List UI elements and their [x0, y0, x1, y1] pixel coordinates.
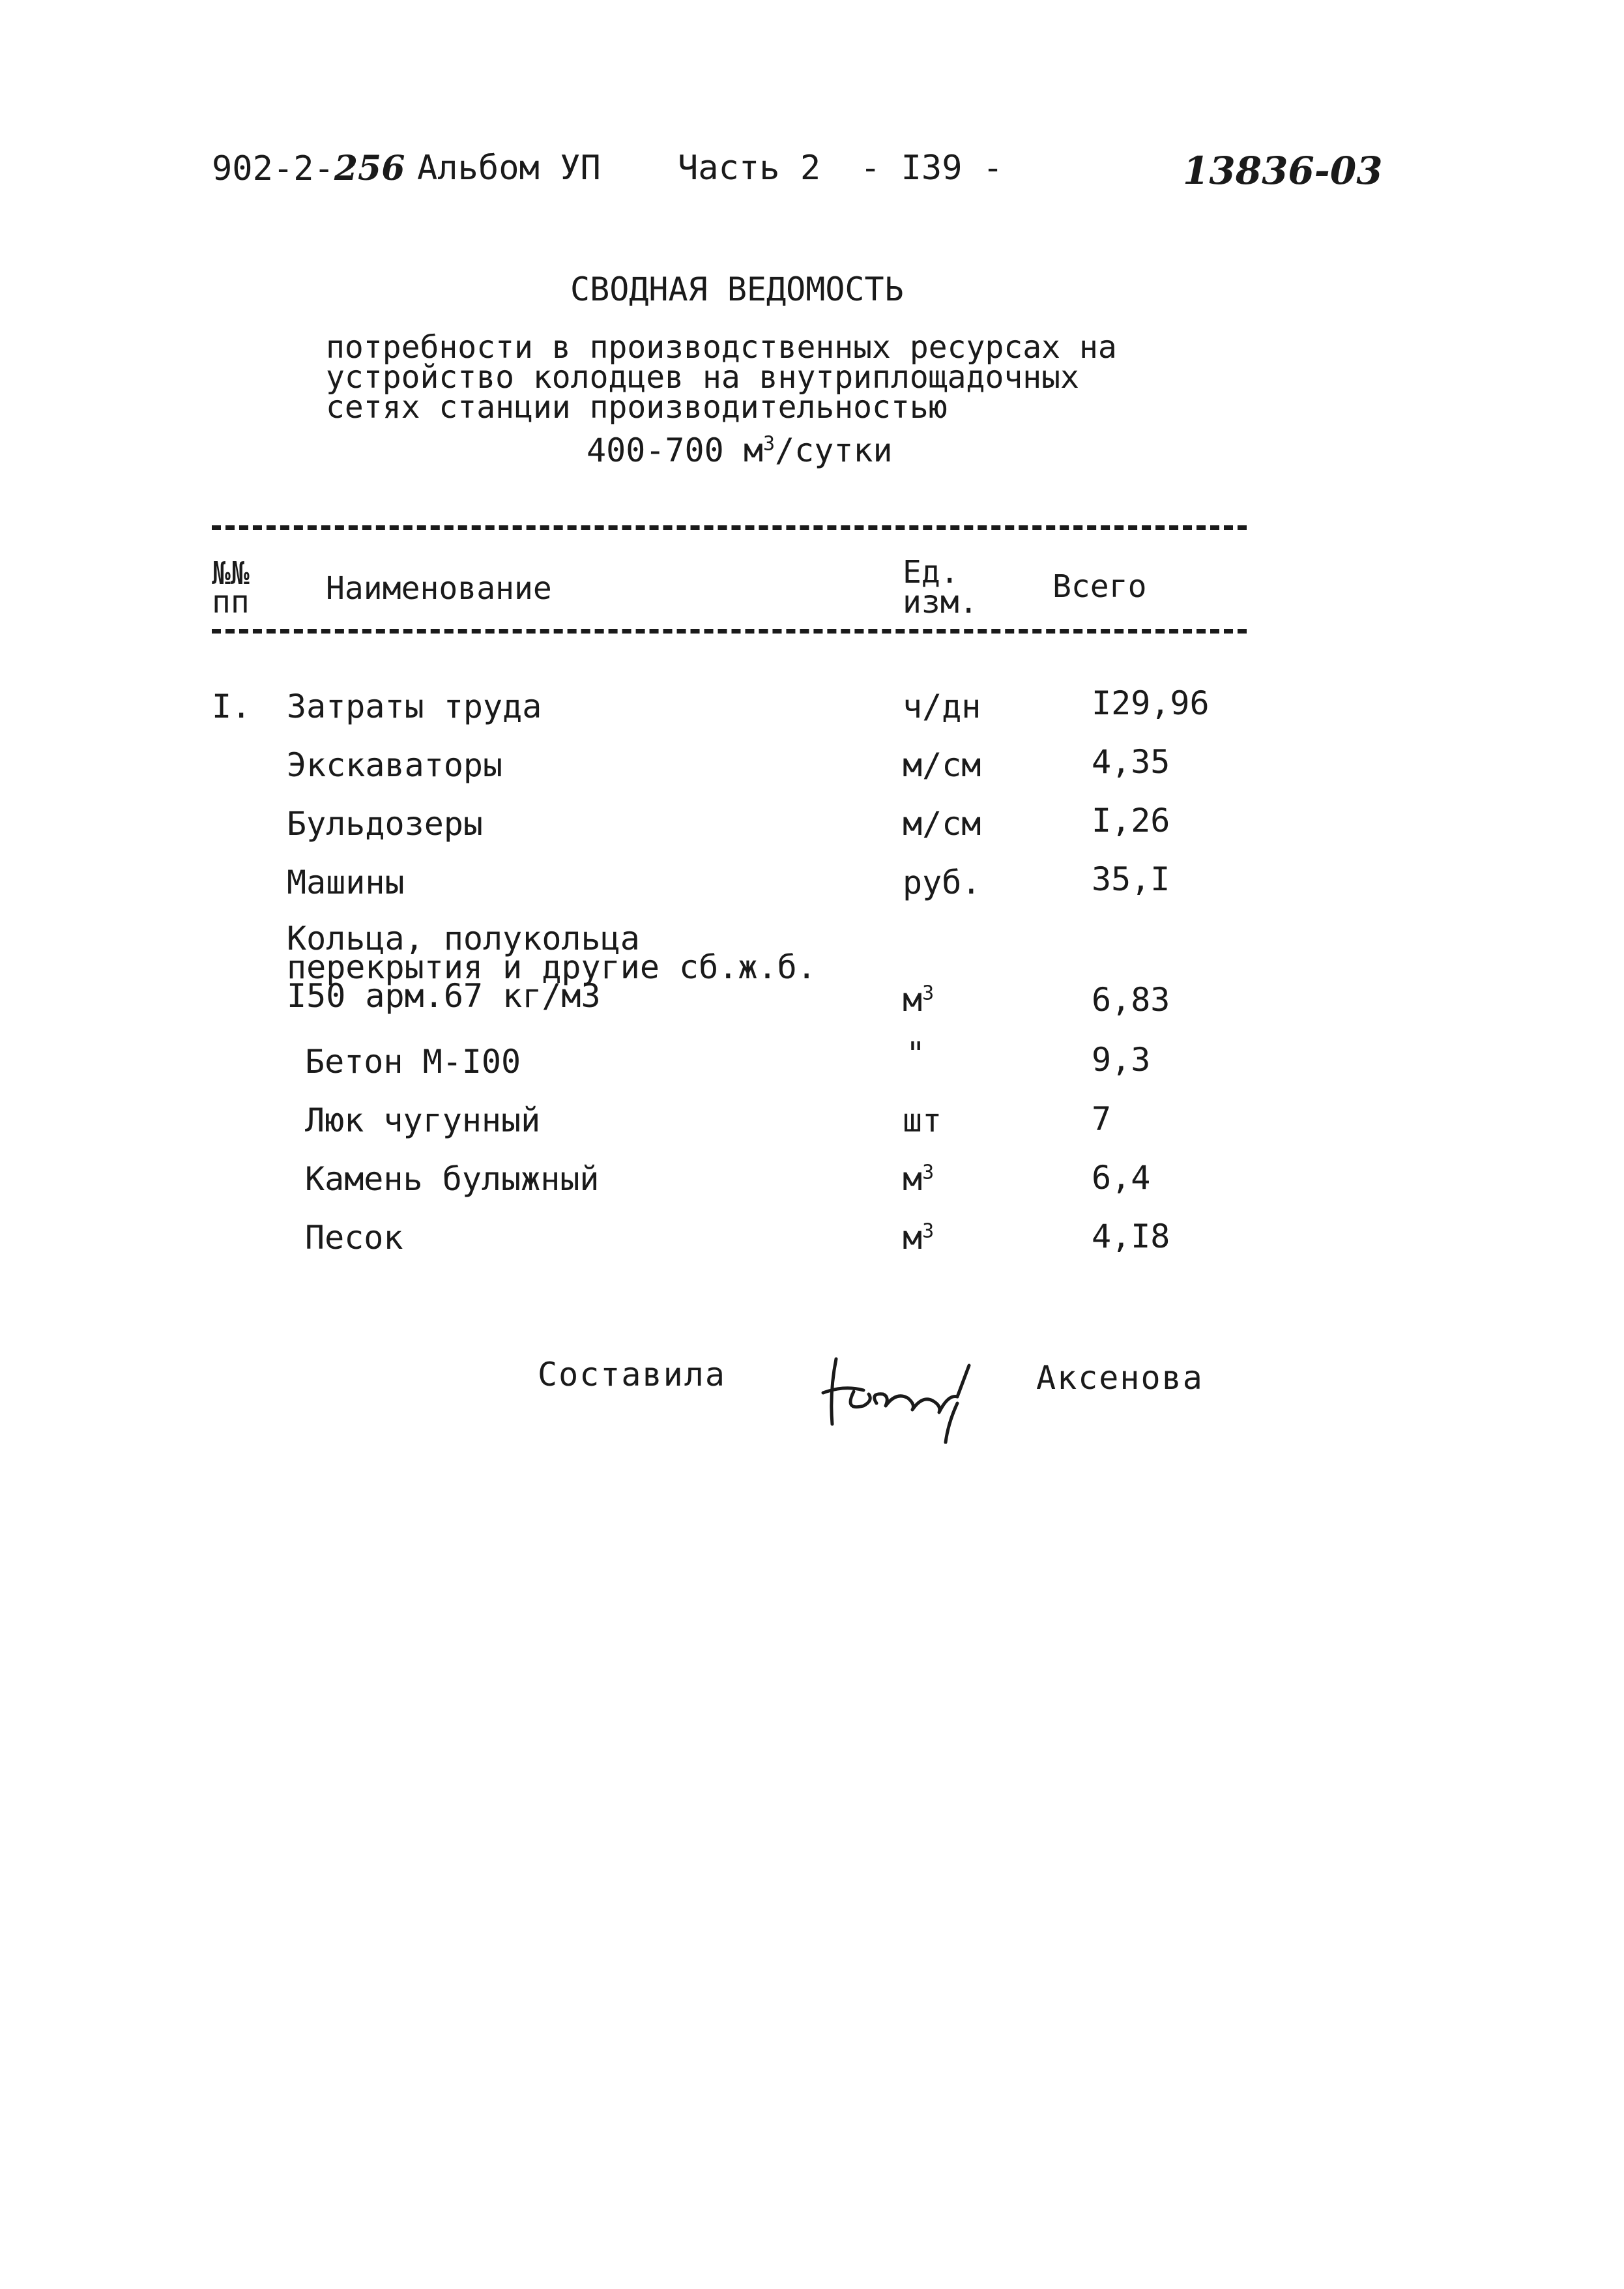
unit-exponent: 3 — [922, 1161, 935, 1184]
row-total: 35,I — [1092, 860, 1170, 898]
signature — [818, 1346, 987, 1444]
row-name: Люк чугунный — [305, 1101, 541, 1139]
capacity-prefix: 400-700 м — [587, 431, 763, 469]
table-header-rule — [212, 629, 1247, 634]
row-total: 4,35 — [1092, 743, 1170, 781]
unit-exponent: 3 — [922, 982, 935, 1005]
row-name: Бульдозеры — [287, 805, 484, 843]
capacity-suffix: /сутки — [775, 431, 893, 469]
document-number-handwritten: 13836-03 — [1183, 149, 1383, 193]
row-total: I29,96 — [1092, 684, 1210, 722]
document-code-printed: 902-2- — [212, 149, 334, 188]
compiled-by-label: Составила — [538, 1356, 726, 1393]
row-total: 6,83 — [1092, 981, 1170, 1019]
subtitle-line-1: потребности в производственных ресурсах на — [326, 329, 1117, 366]
row-unit: $м^3$ — [903, 981, 935, 1019]
page-title: СВОДНАЯ ВЕДОМОСТЬ — [570, 270, 904, 308]
row-name: Бетон М-I00 — [305, 1043, 521, 1081]
header-name: Наименование — [326, 570, 552, 607]
unit-exponent: 3 — [922, 1219, 935, 1243]
row-unit: $м^3$ — [903, 1160, 935, 1198]
row-unit: " — [906, 1035, 926, 1073]
document-code — [212, 149, 405, 188]
row-unit: ч/дн — [903, 688, 981, 725]
row-name-line-3: I50 арм.67 кг/м3 — [287, 977, 601, 1015]
row-name-multiline — [287, 920, 817, 1015]
row-number: I. — [212, 688, 252, 725]
row-name: Затраты труда — [287, 688, 542, 725]
header-unit-line-2: изм. — [903, 584, 978, 620]
row-name: Песок — [305, 1219, 403, 1257]
header-number-line-1: №№ — [212, 555, 250, 592]
row-name: Машины — [287, 864, 405, 901]
compiler-name: Аксенова — [1036, 1359, 1204, 1397]
header-number-line-2: пп — [212, 584, 250, 620]
row-total: 4,I8 — [1092, 1217, 1170, 1255]
table-top-rule — [212, 525, 1247, 530]
header-unit-line-1: Ед. — [903, 554, 959, 590]
row-total: I,26 — [1092, 802, 1170, 839]
row-total: 6,4 — [1092, 1159, 1151, 1197]
capacity-line — [587, 431, 893, 469]
row-name-line-2: перекрытия и другие сб.ж.б. — [287, 948, 817, 986]
row-name-line-1: Кольца, полукольца — [287, 920, 640, 957]
row-name: Камень булыжный — [305, 1160, 600, 1198]
part-label: Часть 2 — [678, 149, 821, 188]
row-name: Экскаваторы — [287, 746, 503, 784]
row-unit: м/см — [903, 746, 981, 784]
album-label: Альбом УП — [417, 149, 601, 188]
row-total: 9,3 — [1092, 1041, 1151, 1079]
document-code-handwritten: 256 — [334, 149, 405, 188]
row-unit: руб. — [903, 864, 981, 901]
row-unit: шт — [903, 1101, 942, 1139]
row-total: 7 — [1092, 1100, 1112, 1138]
header-number — [212, 555, 250, 620]
row-unit: м/см — [903, 805, 981, 843]
capacity-exponent: 3 — [762, 432, 775, 456]
page-number: - I39 - — [860, 149, 1004, 188]
subtitle-line-2: устройство колодцев на внутриплощадочных — [326, 359, 1079, 396]
subtitle-line-3: сетях станции производительностью — [326, 389, 948, 426]
row-unit: $м^3$ — [903, 1219, 935, 1257]
header-unit — [903, 554, 978, 620]
header-total: Всего — [1052, 568, 1147, 605]
